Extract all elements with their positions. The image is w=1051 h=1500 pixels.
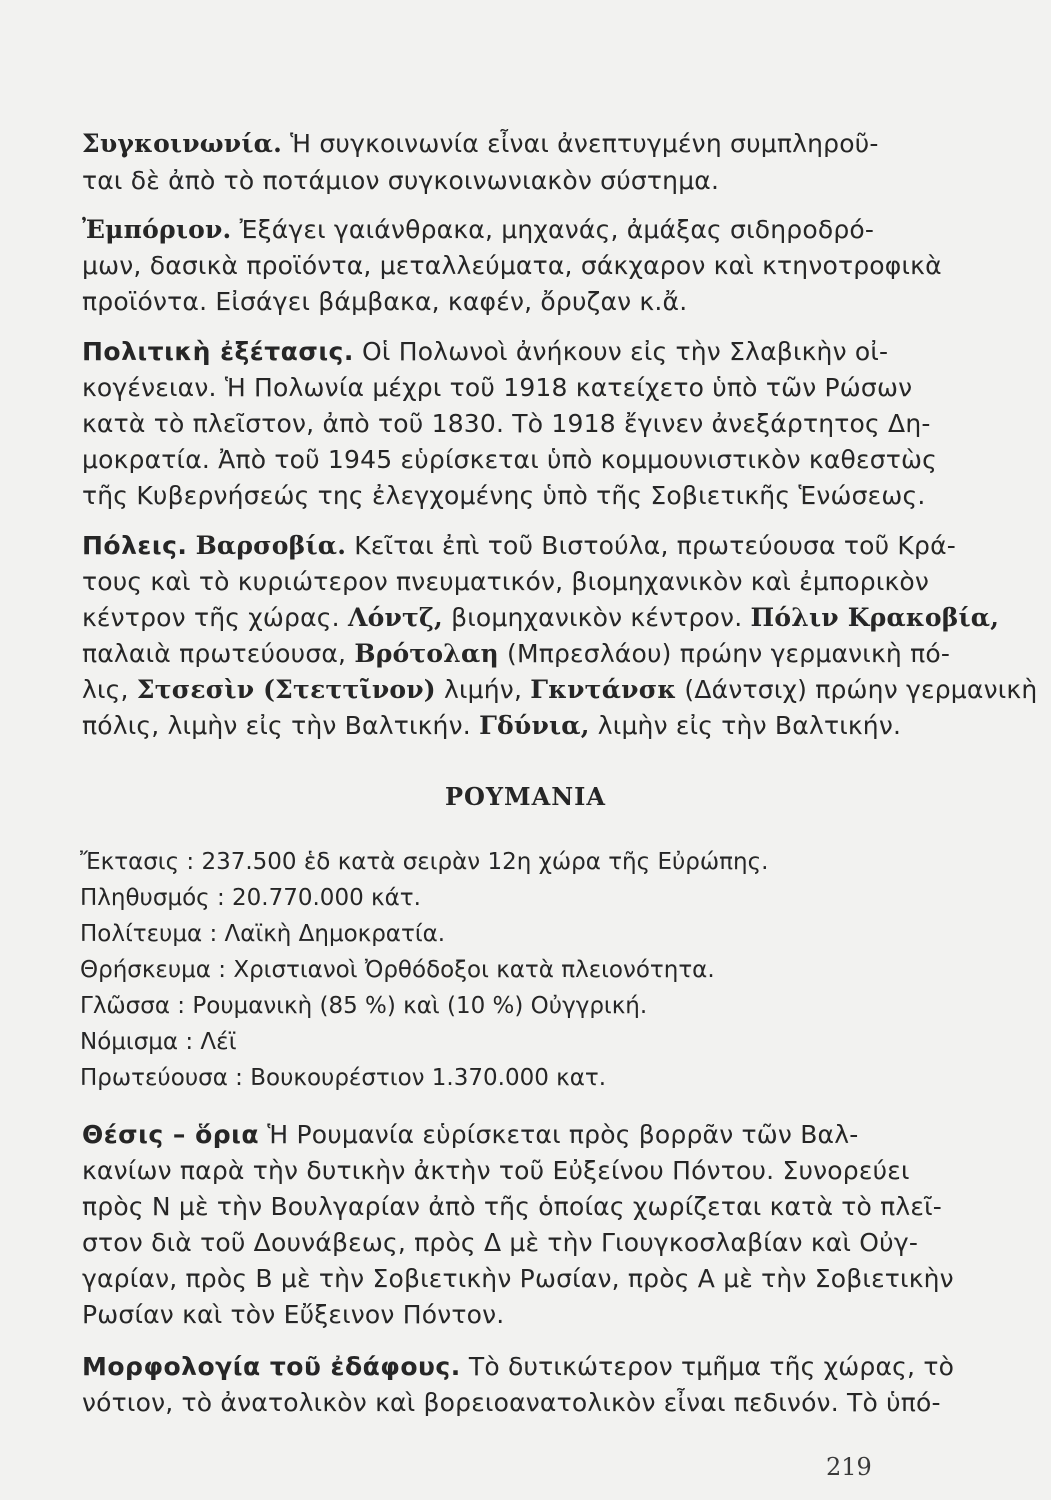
text-span: Ἡ συγκοινωνία εἶναι ἀνεπτυγμένη συμπληροῦ- (290, 129, 879, 158)
text-span: (Δάντσιχ) πρώην γερμανικὴ (684, 675, 1038, 704)
paragraph-line: νότιον, τὸ ἀνατολικὸν καὶ βορειοανατολικὸν εἶναι πεδινόν. Τὸ ὑπό- (82, 1388, 941, 1417)
section-heading-morphology: Μορφολογία τοῦ ἐδάφους. (82, 1352, 461, 1381)
city-gdansk: Γκντάνσκ (530, 675, 677, 704)
paragraph-line: ται δὲ ἀπὸ τὸ ποτάμιον συγκοινωνιακὸν σύστημα. (82, 166, 720, 195)
page-number: 219 (826, 1453, 872, 1481)
paragraph-line: τους καὶ τὸ κυριώτερον πνευματικόν, βιομηχανικὸν καὶ ἐμπορικὸν (82, 567, 930, 596)
text-span: κέντρον τῆς χώρας. (82, 603, 340, 632)
paragraph-line: κογένειαν. Ἡ Πολωνία μέχρι τοῦ 1918 κατείχετο ὑπὸ τῶν Ρώσων (82, 373, 913, 402)
text-span: Κεῖται ἐπὶ τοῦ Βιστούλα, πρωτεύουσα τοῦ Κρά- (354, 531, 956, 560)
section-heading-communication: Συγκοινωνία. (82, 129, 282, 158)
text-span: Ἐξάγει γαιάνθρακα, μηχανάς, ἀμάξας σιδηροδρό- (239, 215, 875, 244)
paragraph-line (82, 334, 889, 370)
city-gdynia: Γδύνια, (479, 711, 590, 740)
paragraph-line: Ρωσίαν καὶ τὸν Εὔξεινον Πόντον. (82, 1300, 505, 1329)
text-span: παλαιὰ πρωτεύουσα, (82, 639, 347, 668)
paragraph-line (82, 600, 1000, 636)
paragraph-line: τῆς Κυβερνήσεώς της ἐλεγχομένης ὑπὸ τῆς Σοβιετικῆς Ἑνώσεως. (82, 481, 926, 510)
paragraph-line: προϊόντα. Εἰσάγει βάμβακα, καφέν, ὄρυζαν κ.ἄ. (82, 287, 688, 316)
fact-government: Πολίτευμα : Λαϊκὴ Δημοκρατία. (80, 921, 446, 947)
text-span: (Μπρεσλάου) πρώην γερμανικὴ πό- (507, 639, 951, 668)
paragraph-line: στον διὰ τοῦ Δουνάβεως, πρὸς Δ μὲ τὴν Γιουγκοσλαβίαν καὶ Οὐγ- (82, 1228, 919, 1257)
paragraph-line (82, 126, 882, 162)
text-span: βιομηχανικὸν κέντρον. (451, 603, 743, 632)
text-span: Οἱ Πολωνοὶ ἀνήκουν εἰς τὴν Σλαβικὴν οἰ- (362, 337, 889, 366)
city-lodz: Λόντζ, (347, 603, 443, 632)
city-krakow: Πόλιν Κρακοβία, (750, 603, 1000, 632)
paragraph-line (82, 212, 882, 248)
paragraph-line (82, 636, 951, 672)
paragraph-line: κατὰ τὸ πλεῖστον, ἀπὸ τοῦ 1830. Τὸ 1918 ἔγινεν ἀνεξάρτητος Δη- (82, 409, 931, 438)
paragraph-line (82, 528, 956, 564)
fact-language: Γλῶσσα : Ρουμανικὴ (85 %) καὶ (10 %) Οὐγγρική. (80, 993, 648, 1019)
paragraph-line: κανίων παρὰ τὴν δυτικὴν ἀκτὴν τοῦ Εὐξείνου Πόντου. Συνορεύει (82, 1156, 910, 1185)
paragraph-line (82, 672, 1038, 708)
text-span: Ἡ Ρουμανία εὑρίσκεται πρὸς βορρᾶν τῶν Βαλ- (267, 1120, 859, 1149)
paragraph-line (82, 708, 902, 744)
fact-capital: Πρωτεύουσα : Βουκουρέστιον 1.370.000 κατ. (80, 1065, 607, 1091)
chapter-heading-romania: ΡΟΥΜΑΝΙΑ (444, 782, 607, 811)
text-span: πόλις, λιμὴν εἰς τὴν Βαλτικήν. (82, 711, 471, 740)
text-span: λις, (82, 675, 129, 704)
fact-religion: Θρήσκευμα : Χριστιανοὶ Ὀρθόδοξοι κατὰ πλειονότητα. (80, 957, 715, 983)
text-span: λιμὴν εἰς τὴν Βαλτικήν. (597, 711, 902, 740)
city-szczecin: Στσεσὶν (Στεττῖνον) (136, 675, 436, 704)
paragraph-line: μων, δασικὰ προϊόντα, μεταλλεύματα, σάκχαρον καὶ κτηνοτροφικὰ (82, 251, 942, 280)
city-wroclaw: Βρότολαη (354, 639, 499, 668)
text-span: Τὸ δυτικώτερον τμῆμα τῆς χώρας, τὸ (468, 1352, 955, 1381)
fact-population: Πληθυσμός : 20.770.000 κάτ. (80, 885, 421, 911)
section-heading-trade: Ἐμπόριον. (82, 215, 232, 244)
paragraph-line (82, 1117, 882, 1153)
section-heading-cities: Πόλεις. (82, 531, 188, 560)
text-span: λιμήν, (443, 675, 523, 704)
city-warsaw: Βαρσοβία. (195, 531, 347, 560)
section-heading-position: Θέσις – ὅρια (82, 1120, 260, 1149)
section-heading-politics: Πολιτικὴ ἐξέτασις. (82, 337, 354, 366)
paragraph-line: γαρίαν, πρὸς Β μὲ τὴν Σοβιετικὴν Ρωσίαν, πρὸς Α μὲ τὴν Σοβιετικὴν (82, 1264, 954, 1293)
paragraph-line: μοκρατία. Ἀπὸ τοῦ 1945 εὑρίσκεται ὑπὸ κομμουνιστικὸν καθεστὼς (82, 445, 938, 474)
paragraph-line (82, 1349, 955, 1385)
paragraph-line: πρὸς Ν μὲ τὴν Βουλγαρίαν ἀπὸ τῆς ὁποίας χωρίζεται κατὰ τὸ πλεῖ- (82, 1192, 943, 1221)
fact-area: Ἔκτασις : 237.500 ἑδ κατὰ σειρὰν 12η χώρα τῆς Εὐρώπης. (80, 849, 769, 875)
fact-currency: Νόμισμα : Λέϊ (80, 1029, 237, 1055)
